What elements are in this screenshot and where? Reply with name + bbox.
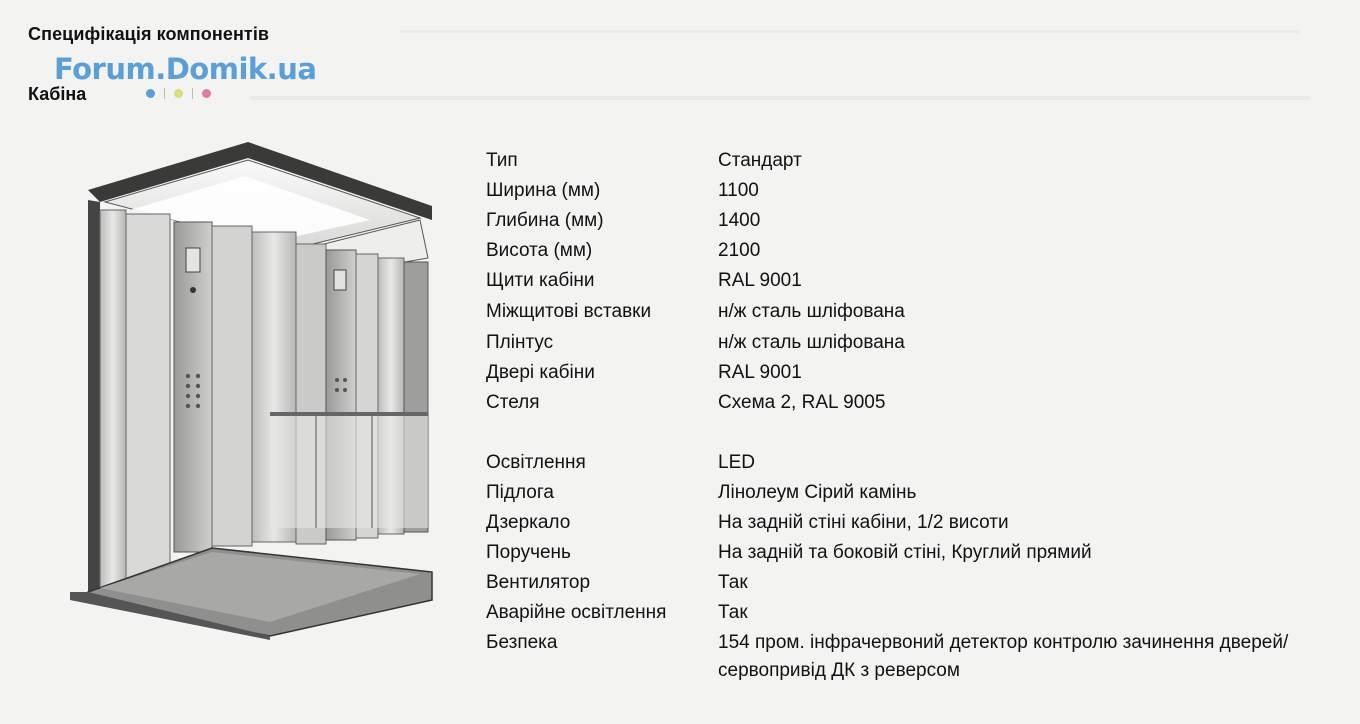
spec-label: Дзеркало bbox=[486, 512, 571, 533]
spec-label: Висота (мм) bbox=[486, 240, 593, 261]
spec-value: н/ж сталь шліфована bbox=[718, 301, 905, 322]
page-title: Специфікація компонентів bbox=[28, 24, 270, 44]
spec-label: Ширина (мм) bbox=[486, 180, 601, 201]
scan-artifact bbox=[400, 30, 1300, 33]
spec-label: Стеля bbox=[486, 392, 540, 413]
spec-value: Схема 2, RAL 9005 bbox=[718, 392, 886, 413]
spec-value: сервопривід ДК з реверсом bbox=[718, 660, 960, 681]
spec-label: Плінтус bbox=[486, 332, 554, 353]
section-title: Кабіна bbox=[28, 84, 87, 104]
spec-value: 154 пром. інфрачервоний детектор контролю зачинення дверей/ bbox=[718, 632, 1289, 653]
spec-value: На задній стіні кабіни, 1/2 висоти bbox=[718, 512, 1009, 533]
spec-label: Міжщитові вставки bbox=[486, 301, 652, 322]
spec-value: н/ж сталь шліфована bbox=[718, 332, 905, 353]
spec-label: Безпека bbox=[486, 632, 558, 653]
spec-value: Так bbox=[718, 602, 748, 623]
dot-separator bbox=[192, 88, 193, 99]
spec-value: 1100 bbox=[718, 180, 759, 201]
spec-value: RAL 9001 bbox=[718, 362, 802, 383]
spec-value: 2100 bbox=[718, 240, 761, 261]
spec-label: Двері кабіни bbox=[486, 362, 595, 383]
watermark-dots bbox=[146, 88, 211, 99]
spec-value: На задній та боковій стіні, Круглий прямий bbox=[718, 542, 1092, 563]
spec-label: Підлога bbox=[486, 482, 554, 503]
spec-label: Поручень bbox=[486, 542, 571, 563]
scan-artifact bbox=[250, 96, 1310, 100]
spec-value: 1400 bbox=[718, 210, 761, 231]
yellow-dot bbox=[174, 89, 183, 98]
spec-label: Аварійне освітлення bbox=[486, 602, 667, 623]
spec-label: Глибина (мм) bbox=[486, 210, 604, 231]
blue-dot bbox=[146, 89, 155, 98]
spec-value: Лінолеум Сірий камінь bbox=[718, 482, 917, 503]
spec-label: Освітлення bbox=[486, 452, 586, 473]
spec-label: Вентилятор bbox=[486, 572, 591, 593]
elevator-cabin-illustration bbox=[70, 140, 440, 640]
spec-value: RAL 9001 bbox=[718, 270, 802, 291]
watermark: Forum.Domik.ua bbox=[54, 52, 317, 86]
spec-label: Щити кабіни bbox=[486, 270, 595, 291]
spec-label: Тип bbox=[486, 150, 518, 171]
pink-dot bbox=[202, 89, 211, 98]
spec-value: LED bbox=[718, 452, 755, 473]
dot-separator bbox=[164, 88, 165, 99]
spec-value: Так bbox=[718, 572, 748, 593]
spec-value: Стандарт bbox=[718, 150, 802, 171]
